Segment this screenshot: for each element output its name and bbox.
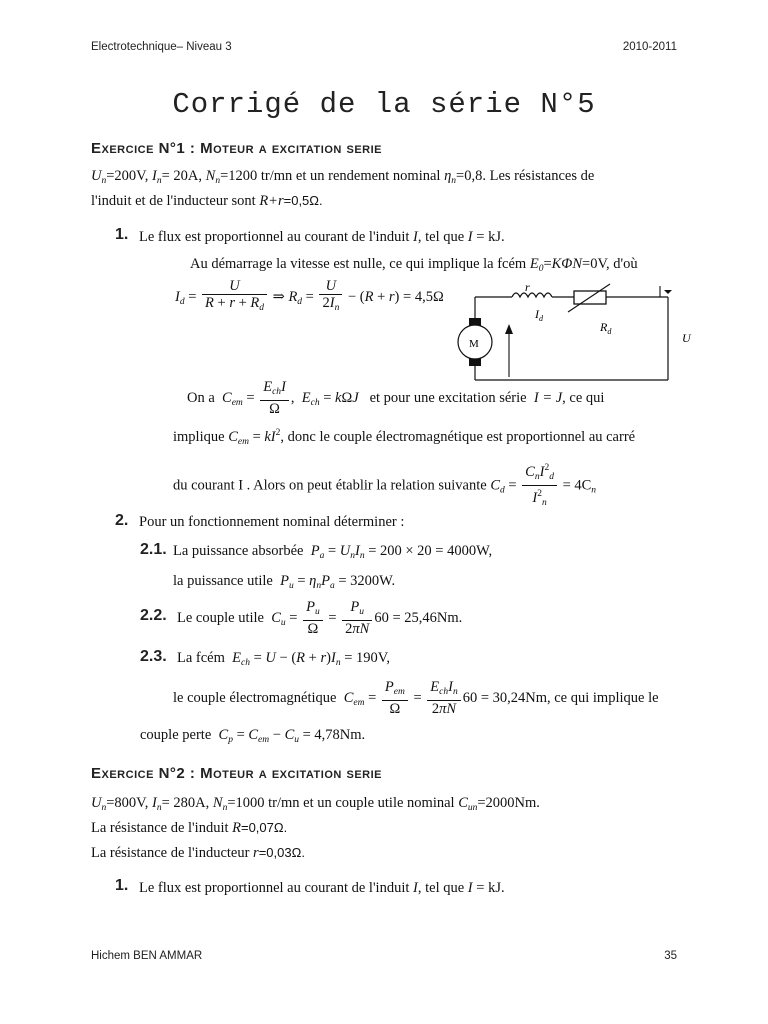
ex1-q1-number: 1. xyxy=(115,226,129,243)
ex1-q1-text: Le flux est proportionnel au courant de l'induit I, tel que I = kJ. xyxy=(139,229,505,245)
header-year: 2010-2011 xyxy=(622,41,677,53)
footer-page-number: 35 xyxy=(664,950,677,962)
ex1-s23c-text: couple perte $C_p = C_{em} - C_u = 4,78Nm$. xyxy=(140,727,366,745)
ex1-s21b-text: la puissance utile $P_u = \eta_nP_a = 3200W$. xyxy=(173,573,396,591)
u-label: U xyxy=(682,331,691,345)
ex1-s22-number: 2.2. xyxy=(140,607,167,624)
ex1-s21-text: La puissance absorbée $P_a = U_nI_n = 200 \times 20 = 4000W$, xyxy=(173,543,493,561)
exercise-2-heading xyxy=(91,765,382,782)
motor-label: M xyxy=(469,338,479,350)
ex1-s23b-text: le couple électromagnétique $C_{em}$ = $\frac{P_{em}}{\Omega}$ = $\frac{E_{ch}I_n}{2\pi N}$ 60 = 30,24Nm, ce qui implique le xyxy=(173,679,659,717)
exercise-1-heading xyxy=(91,140,382,157)
rd-label: $R_d$ xyxy=(600,320,612,336)
ex1-s23-number: 2.3. xyxy=(140,648,167,665)
ex1-s22-text: Le couple utile $C_u$ = $\frac{P_u}{\Omega}$ = $\frac{P_u}{2\pi N}$ 60 = 25,46Nm. xyxy=(177,599,463,637)
inductor-coil xyxy=(512,293,552,297)
ex2-r-induit: La résistance de l'induit R=0,07Ω. xyxy=(91,820,288,836)
ex1-cem-line: On a $C_{em}$ = $\frac{E_{ch}I}{\Omega}$ , $E_{ch} = k\Omega J$ et pour une excitation série I = J, ce qui xyxy=(187,379,605,417)
exercise-2-heading-text: Exercice N°2 : Moteur a excitation serie xyxy=(91,765,383,782)
ex2-q1-text: Le flux est proportionnel au courant de l'induit I, tel que I = kJ. xyxy=(139,880,505,896)
footer-author: Hichem BEN AMMAR xyxy=(91,950,203,962)
ex1-eq-id-rd: $I_d$ = $\frac{U}{R + r + R_d}$ ⇒ $R_d$ = $\frac{U}{2I_n}$ − (R + r) = 4,5Ω xyxy=(175,278,444,313)
ex1-q2-text: Pour un fonctionnement nominal déterminer : xyxy=(139,514,405,530)
ex1-given-line2: l'induit et de l'inducteur sont R+r=0,5Ω. xyxy=(91,193,323,209)
ex1-s23-text: La fcém $E_{ch} = U - (R + r)I_n = 190V$, xyxy=(177,650,390,668)
ex1-relation-line: du courant I . Alors on peut établir la relation suivante $C_d$ = $\frac{C_nI^2_d}{I^2_n}$ = $4C_n$ xyxy=(173,463,597,508)
ex1-q2-number: 2. xyxy=(115,512,129,529)
id-label: $I_d$ xyxy=(535,307,543,323)
exercise-1-heading-text: Exercice N°1 : Moteur a excitation serie xyxy=(91,140,383,157)
r-label: r xyxy=(525,282,530,294)
page-title: Corrigé de la série N°5 xyxy=(172,88,596,121)
ex2-q1-number: 1. xyxy=(115,877,129,894)
ex2-given-line: $U_n=800V$, $I_n= 280A$, $N_n=1000$ tr/mn et un couple utile nominal $C_{un}=2000Nm$. xyxy=(91,795,540,813)
circuit-diagram xyxy=(450,282,700,392)
ex2-r-inducteur: La résistance de l'inducteur r=0,03Ω. xyxy=(91,845,305,861)
header-course: Electrotechnique– Niveau 3 xyxy=(91,41,232,53)
ex1-start-text: Au démarrage la vitesse est nulle, ce qui implique la fcém $E_0=K\Phi N=0V$, d'où xyxy=(190,256,638,274)
ex1-s21-number: 2.1. xyxy=(140,541,167,558)
ex1-given-line1: $U_n=200V$, $I_n= 20A$, $N_n=1200$ tr/mn et un rendement nominal $\eta_n=0,8$. Les résistances de xyxy=(91,168,595,186)
ex1-implique-line: implique $C_{em} = kI^2$, donc le couple électromagnétique est proportionnel au carré xyxy=(173,428,636,447)
